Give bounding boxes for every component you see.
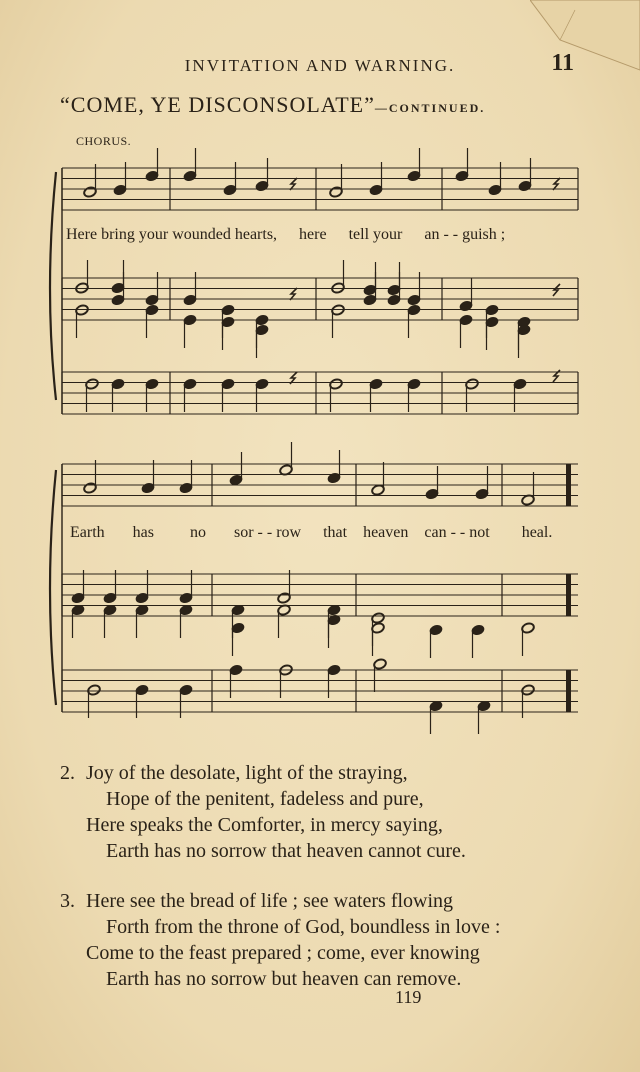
final-bar [566,670,571,712]
verse-text: Earth has no sorrow that heaven cannot cure. [106,840,466,862]
verse-text: Come to the feast prepared ; come, ever knowing [86,942,480,964]
lyric-word: Here bring your wounded hearts, [66,226,278,243]
verse-line [60,760,500,786]
verse-text: Here speaks the Comforter, in mercy saying, [86,814,443,836]
rest [553,284,560,296]
system-brace [50,470,56,705]
running-header: INVITATION AND WARNING. [184,56,456,75]
lyric-word: an - - guish ; [424,226,506,243]
verse-line [60,966,500,992]
verse-text: Hope of the penitent, fadeless and pure, [106,788,424,810]
chorus-label: CHORUS. [76,134,132,148]
system-brace [50,172,56,400]
verse-2 [60,760,500,864]
lyric-word: heaven [363,524,409,541]
continued-label: —CONTINUED. [374,101,486,115]
verse-text: Joy of the desolate, light of the straying, [86,762,408,784]
verse-line [60,940,500,966]
page-number-top: 11 [551,50,574,76]
lyrics-line-1 [66,226,505,244]
verse-3 [60,888,500,992]
verse-line [60,914,500,940]
verses [60,760,500,992]
lyric-word: heal. [521,524,553,541]
lyrics-line-2 [70,524,552,542]
verse-line [60,812,500,838]
verse-text: Earth has no sorrow but heaven can remove. [106,968,462,990]
rest [553,178,560,190]
verse-line [60,888,500,914]
lyric-word: Earth [70,524,105,541]
lyric-word: sor - - row [233,524,302,541]
lyric-word: here [299,226,327,243]
final-bar [566,574,571,616]
final-bar [566,464,571,506]
hymn-title-text: “COME, YE DISCONSOLATE” [60,92,375,117]
rest [290,288,297,300]
lyric-word: that [323,524,348,541]
page-number-bottom: 119 [395,987,422,1007]
verse-text: Forth from the throne of God, boundless in love : [106,916,501,938]
verse-line [60,838,500,864]
lyric-word: has [132,524,154,541]
lyric-word: no [189,524,206,541]
lyric-word: can - - not [424,524,490,541]
lyric-word: tell your [348,226,403,243]
verse-number: 2. [60,762,75,784]
verse-number: 3. [60,890,75,912]
verse-line [60,786,500,812]
verse-text: Here see the bread of life ; see waters flowing [86,890,454,912]
rest [290,178,297,190]
